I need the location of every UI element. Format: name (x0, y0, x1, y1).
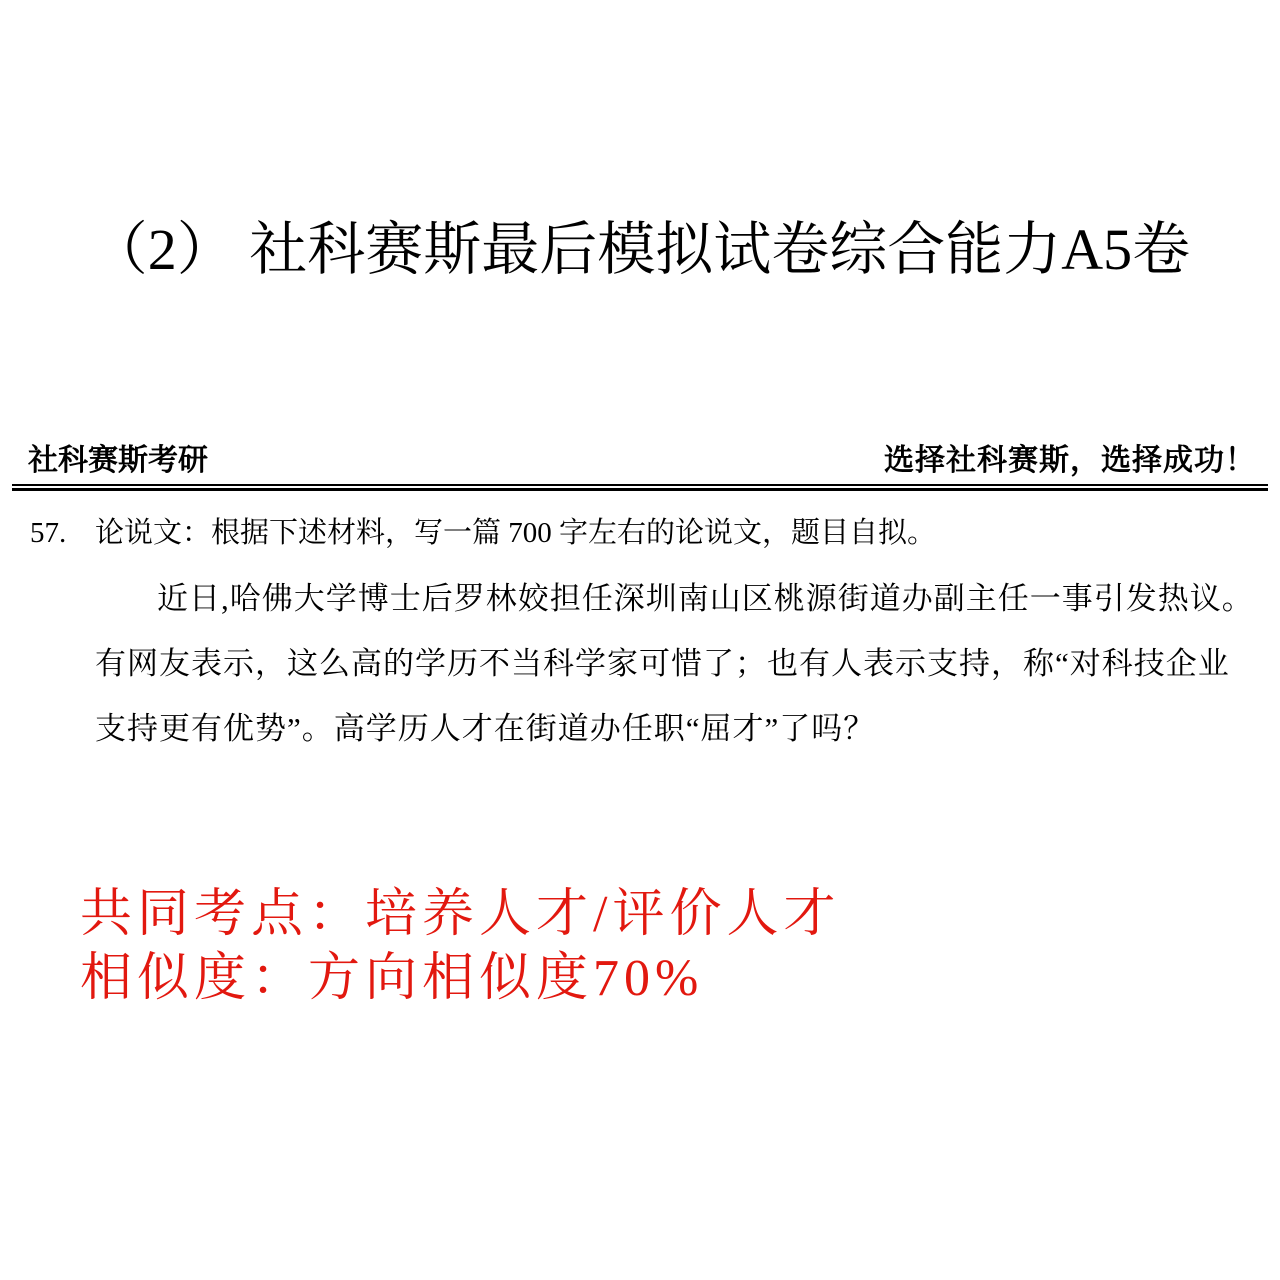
header-bar (28, 443, 1256, 479)
document-page (0, 215, 1280, 1280)
material-line: 近日,哈佛大学博士后罗林姣担任深圳南山区桃源街道办副主任一事引发热议。 (157, 580, 1254, 616)
material-line: 支持更有优势”。高学历人才在街道办任职“屈才”了吗？ (95, 710, 876, 746)
header-slogan-text: 选择社科赛斯，选择成功！ (884, 443, 1256, 477)
question-block (30, 513, 1252, 553)
header-divider-rule (12, 484, 1268, 491)
question-stem: 论说文：根据下述材料，写一篇 700 字左右的论说文，题目自拟。 (95, 516, 937, 549)
material-paragraph (95, 566, 1252, 761)
annotation-similarity: 相似度：方向相似度70% (80, 949, 704, 1007)
question-number: 57. (30, 516, 67, 549)
header-brand-text: 社科赛斯考研 (28, 443, 208, 477)
question-stem-line (30, 513, 1252, 553)
annotation-common-topic: 共同考点：培养人才/评价人才 (80, 885, 841, 943)
page-title: （2） 社科赛斯最后模拟试卷综合能力A5卷 (89, 217, 1191, 282)
material-line: 有网友表示，这么高的学历不当科学家可惜了；也有人表示支持，称“对科技企业 (95, 645, 1230, 681)
annotation-block (80, 883, 1252, 1011)
